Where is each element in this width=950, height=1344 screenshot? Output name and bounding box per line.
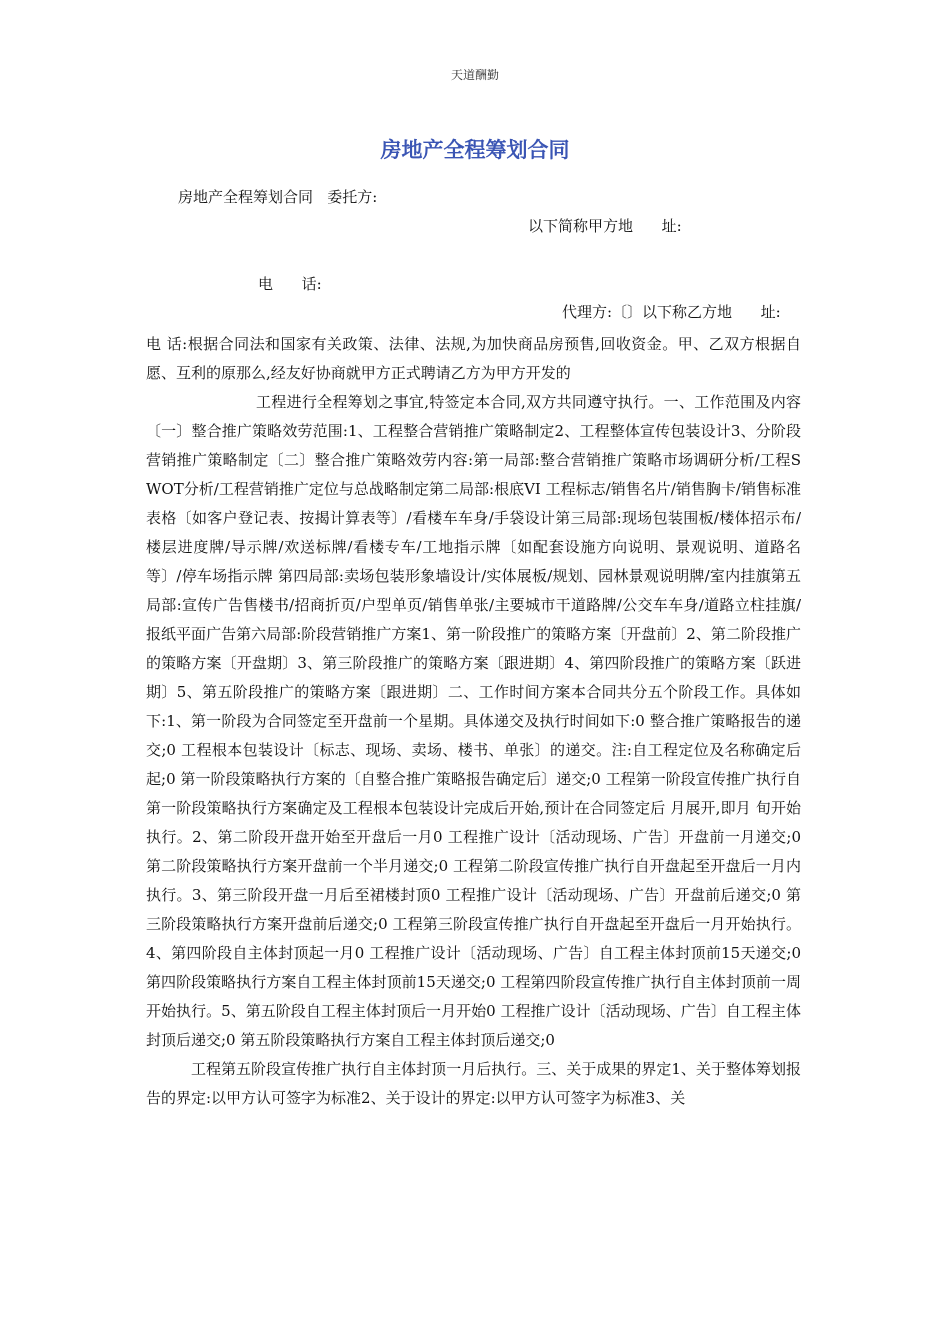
phone-line: 电 话:	[258, 275, 322, 293]
party-a-line: 以下简称甲方地 址:	[528, 217, 682, 235]
document-title: 房地产全程筹划合同	[380, 138, 570, 162]
agent-line: 代理方:〔〕以下称乙方地 址:	[562, 303, 781, 321]
paragraph: 工程进行全程筹划之事宜,特签定本合同,双方共同遵守执行。一、工作范围及内容〔一〕整合推广策略效劳范围:1、工程整合营销推广策略制定2、工程整体宣传包装设计3、分阶段营销推广策略制定〔二〕整合推广策略效劳内容:第一局部:整合营销推广策略市场调研分析/工程SWOT分析/工程营销推广定位与总战略制定第二局部:根底VI 工程标志/销售名片/销售胸卡/销售标准表格〔如客户登记表、按揭计算表等〕/看楼车车身/手袋设计第三局部:现场包装围板/楼体招示布/楼层进度牌/导示牌/欢送标牌/看楼专车/工地指示牌〔如配套设施方向说明、景观说明、道路名等〕/停车场指示牌 第四局部:卖场包装形象墙设计/实体展板/规划、园林景观说明牌/室内挂旗第五局部:宣传广告售楼书/招商折页/户型单页/销售单张/主要城市干道路牌/公交车车身/道路立柱挂旗/报纸平面广告第六局部:阶段营销推广方案1、第一阶段推广的策略方案〔开盘前〕2、第二阶段推广的策略方案〔开盘期〕3、第三阶段推广的策略方案〔跟进期〕4、第四阶段推广的策略方案〔跃进期〕5、第五阶段推广的策略方案〔跟进期〕二、工作时间方案本合同共分五个阶段工作。具体如下:1、第一阶段为合同签定至开盘前一个星期。具体递交及执行时间如下:0 整合推广策略报告的递交;0 工程根本包装设计〔标志、现场、卖场、楼书、单张〕的递交。注:自工程定位及名称确定后起;0 第一阶段策略执行方案的〔自整合推广策略报告确定后〕递交;0 工程第一阶段宣传推广执行自第一阶段策略执行方案确定及工程根本包装设计完成后开始,预计在合同签定后 月展开,即月 旬开始执行。2、第二阶段开盘开始至开盘后一月0 工程推广设计〔活动现场、广告〕开盘前一月递交;0 第二阶段策略执行方案开盘前一个半月递交;0 工程第二阶段宣传推广执行自开盘起至开盘后一月内执行。3、第三阶段开盘一月后至裙楼封顶0 工程推广设计〔活动现场、广告〕开盘前后递交;0 第三阶段策略执行方案开盘前后递交;0 工程第三阶段宣传推广执行自开盘起至开盘后一月开始执行。4、第四阶段自主体封顶起一月0 工程推广设计〔活动现场、广告〕自工程主体封顶前15天递交;0 第四阶段策略执行方案自工程主体封顶前15天递交;0 工程第四阶段宣传推广执行自主体封顶前一周开始执行。5、第五阶段自工程主体封顶后一月开始0 工程推广设计〔活动现场、广告〕自工程主体封顶后递交;0 第五阶段策略执行方案自工程主体封顶后递交;0	[146, 393, 801, 1049]
intro-line: 房地产全程筹划合同 委托方:	[178, 188, 378, 206]
contract-body	[146, 330, 801, 1113]
page-header: 天道酬勤	[450, 68, 499, 82]
paragraph: 工程第五阶段宣传推广执行自主体封顶一月后执行。三、关于成果的界定1、关于整体筹划报告的界定:以甲方认可签字为标准2、关于设计的界定:以甲方认可签字为标准3、关	[146, 1060, 801, 1107]
paragraph: 电 话:根据合同法和国家有关政策、法律、法规,为加快商品房预售,回收资金。甲、乙双方根据自愿、互利的原那么,经友好协商就甲方正式聘请乙方为甲方开发的	[146, 335, 801, 382]
